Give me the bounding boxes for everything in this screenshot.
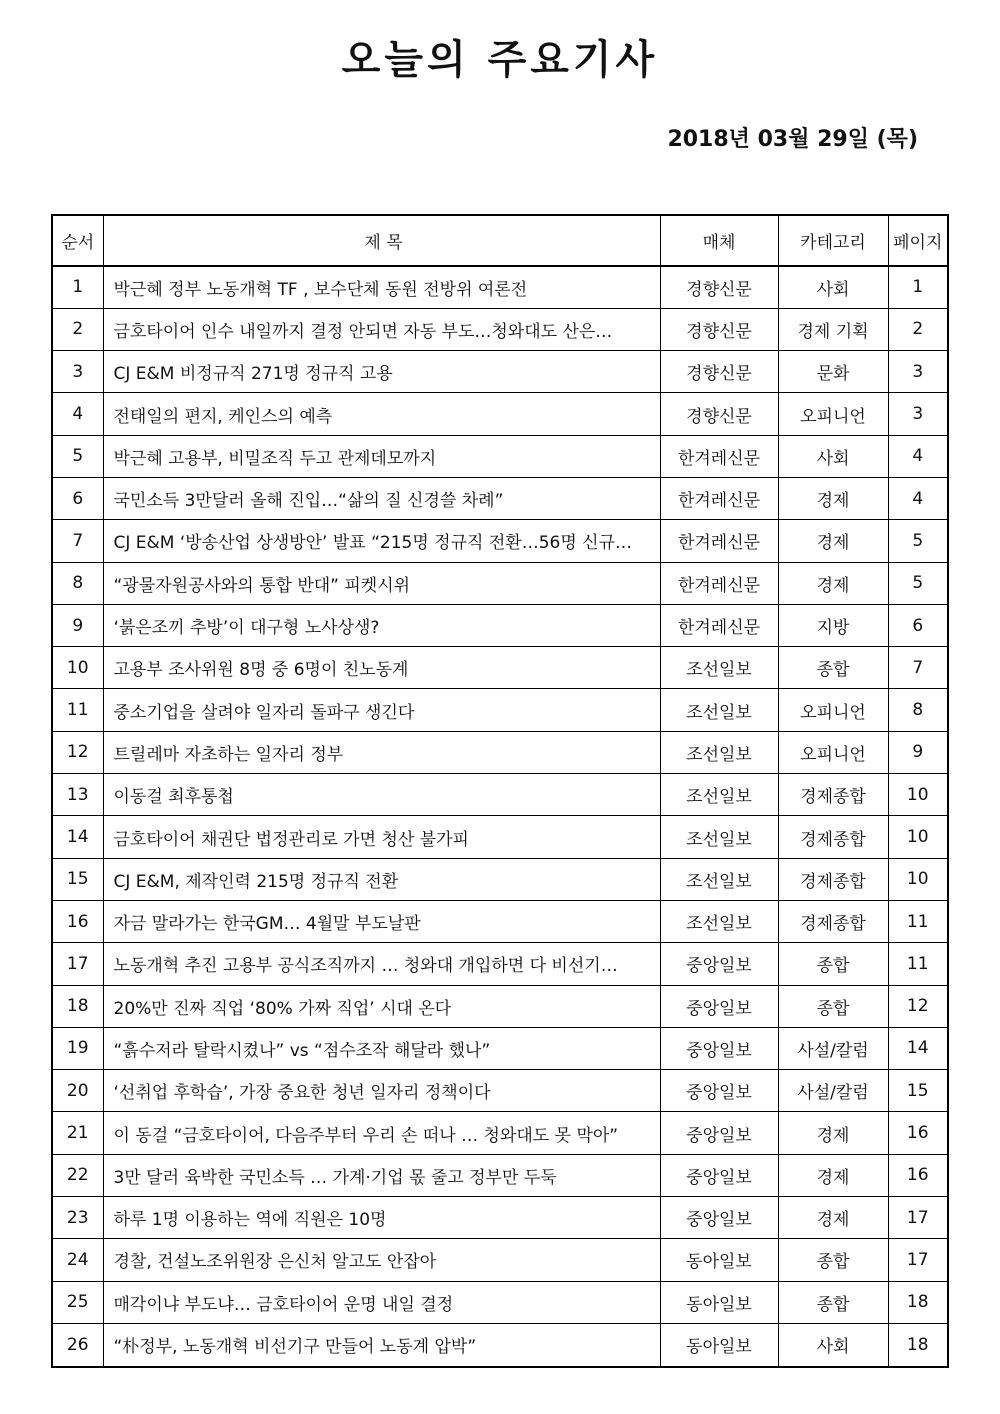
cell-title: 노동개혁 추진 고용부 공식조직까지 … 청와대 개입하면 다 비선기…: [103, 943, 660, 985]
cell-page: 17: [888, 1197, 947, 1239]
cell-title: 경찰, 건설노조위원장 은신처 알고도 안잡아: [103, 1239, 660, 1281]
cell-title: ‘붉은조끼 추방’이 대구형 노사상생?: [103, 604, 660, 646]
cell-order: 20: [53, 1070, 103, 1112]
cell-category: 경제종합: [778, 816, 888, 858]
table-row: [53, 1027, 947, 1069]
cell-title: CJ E&M 비정규직 271명 정규직 고용: [103, 351, 660, 393]
cell-page: 5: [888, 562, 947, 604]
cell-media: 중앙일보: [660, 1027, 778, 1069]
cell-title: CJ E&M ‘방송산업 상생방안’ 발표 “215명 정규직 전환…56명 신규…: [103, 520, 660, 562]
cell-order: 24: [53, 1239, 103, 1281]
cell-title: 3만 달러 육박한 국민소득 … 가계·기업 몫 줄고 정부만 두둑: [103, 1154, 660, 1196]
cell-order: 22: [53, 1154, 103, 1196]
cell-order: 10: [53, 647, 103, 689]
cell-title: 박근혜 정부 노동개혁 TF , 보수단체 동원 전방위 여론전: [103, 266, 660, 308]
cell-order: 23: [53, 1197, 103, 1239]
table-row: [53, 562, 947, 604]
table-header-row: [53, 216, 947, 266]
cell-category: 오피니언: [778, 731, 888, 773]
cell-category: 문화: [778, 351, 888, 393]
cell-page: 11: [888, 900, 947, 942]
cell-page: 17: [888, 1239, 947, 1281]
cell-category: 경제: [778, 562, 888, 604]
table-row: [53, 520, 947, 562]
cell-page: 7: [888, 647, 947, 689]
articles-table-frame: [51, 214, 949, 1368]
cell-category: 사설/칼럼: [778, 1027, 888, 1069]
cell-page: 9: [888, 731, 947, 773]
cell-title: 중소기업을 살려야 일자리 돌파구 생긴다: [103, 689, 660, 731]
cell-media: 중앙일보: [660, 985, 778, 1027]
cell-order: 8: [53, 562, 103, 604]
cell-order: 1: [53, 266, 103, 308]
cell-title: 20%만 진짜 직업 ‘80% 가짜 직업’ 시대 온다: [103, 985, 660, 1027]
cell-category: 사회: [778, 266, 888, 308]
cell-category: 경제종합: [778, 858, 888, 900]
cell-category: 종합: [778, 943, 888, 985]
cell-order: 16: [53, 900, 103, 942]
cell-category: 경제: [778, 477, 888, 519]
cell-title: 이 동걸 “금호타이어, 다음주부터 우리 손 떠나 … 청와대도 못 막아”: [103, 1112, 660, 1154]
cell-page: 1: [888, 266, 947, 308]
table-row: [53, 435, 947, 477]
cell-order: 5: [53, 435, 103, 477]
cell-category: 경제: [778, 520, 888, 562]
cell-category: 종합: [778, 1281, 888, 1323]
cell-media: 조선일보: [660, 647, 778, 689]
cell-order: 9: [53, 604, 103, 646]
cell-order: 11: [53, 689, 103, 731]
cell-title: 전태일의 편지, 케인스의 예측: [103, 393, 660, 435]
column-header-media: 매체: [660, 216, 778, 266]
cell-title: 박근혜 고용부, 비밀조직 두고 관제데모까지: [103, 435, 660, 477]
cell-order: 26: [53, 1323, 103, 1365]
table-row: [53, 308, 947, 350]
cell-page: 2: [888, 308, 947, 350]
cell-media: 조선일보: [660, 774, 778, 816]
cell-page: 12: [888, 985, 947, 1027]
table-row: [53, 1070, 947, 1112]
cell-category: 사회: [778, 1323, 888, 1365]
cell-page: 10: [888, 816, 947, 858]
table-row: [53, 604, 947, 646]
cell-order: 18: [53, 985, 103, 1027]
cell-title: 하루 1명 이용하는 역에 직원은 10명: [103, 1197, 660, 1239]
cell-media: 경향신문: [660, 351, 778, 393]
table-row: [53, 731, 947, 773]
cell-order: 4: [53, 393, 103, 435]
table-row: [53, 647, 947, 689]
cell-media: 동아일보: [660, 1281, 778, 1323]
cell-media: 조선일보: [660, 900, 778, 942]
cell-order: 6: [53, 477, 103, 519]
cell-title: 국민소득 3만달러 올해 진입…“삶의 질 신경쓸 차례”: [103, 477, 660, 519]
cell-category: 경제: [778, 1197, 888, 1239]
table-body: [53, 266, 947, 1366]
table-row: [53, 266, 947, 308]
table-row: [53, 1112, 947, 1154]
cell-title: 금호타이어 채권단 법정관리로 가면 청산 불가피: [103, 816, 660, 858]
cell-category: 사회: [778, 435, 888, 477]
cell-page: 15: [888, 1070, 947, 1112]
table-row: [53, 1154, 947, 1196]
table-row: [53, 858, 947, 900]
table-row: [53, 816, 947, 858]
cell-order: 2: [53, 308, 103, 350]
table-row: [53, 393, 947, 435]
table-row: [53, 774, 947, 816]
cell-page: 18: [888, 1281, 947, 1323]
cell-title: ‘선취업 후학습’, 가장 중요한 청년 일자리 정책이다: [103, 1070, 660, 1112]
cell-category: 경제: [778, 1154, 888, 1196]
cell-title: 고용부 조사위원 8명 중 6명이 친노동계: [103, 647, 660, 689]
cell-media: 동아일보: [660, 1323, 778, 1365]
cell-category: 사설/칼럼: [778, 1070, 888, 1112]
cell-category: 오피니언: [778, 689, 888, 731]
table-row: [53, 1323, 947, 1365]
cell-order: 21: [53, 1112, 103, 1154]
cell-order: 13: [53, 774, 103, 816]
cell-title: 금호타이어 인수 내일까지 결정 안되면 자동 부도…청와대도 산은…: [103, 308, 660, 350]
cell-media: 경향신문: [660, 393, 778, 435]
cell-page: 6: [888, 604, 947, 646]
page-date: 2018년 03월 29일 (목): [667, 127, 918, 152]
cell-media: 중앙일보: [660, 1070, 778, 1112]
cell-page: 10: [888, 858, 947, 900]
cell-page: 11: [888, 943, 947, 985]
cell-order: 17: [53, 943, 103, 985]
cell-page: 4: [888, 477, 947, 519]
column-header-title: 제 목: [103, 216, 660, 266]
cell-category: 경제종합: [778, 774, 888, 816]
cell-media: 동아일보: [660, 1239, 778, 1281]
cell-media: 한겨레신문: [660, 520, 778, 562]
table-row: [53, 689, 947, 731]
cell-category: 종합: [778, 647, 888, 689]
cell-title: “광물자원공사와의 통합 반대” 피켓시위: [103, 562, 660, 604]
cell-media: 한겨레신문: [660, 604, 778, 646]
cell-category: 오피니언: [778, 393, 888, 435]
cell-title: 이동걸 최후통첩: [103, 774, 660, 816]
cell-page: 18: [888, 1323, 947, 1365]
cell-order: 25: [53, 1281, 103, 1323]
table-row: [53, 985, 947, 1027]
cell-category: 종합: [778, 1239, 888, 1281]
cell-media: 조선일보: [660, 816, 778, 858]
cell-title: 트릴레마 자초하는 일자리 정부: [103, 731, 660, 773]
cell-title: CJ E&M, 제작인력 215명 정규직 전환: [103, 858, 660, 900]
articles-table: [53, 216, 947, 1366]
cell-order: 14: [53, 816, 103, 858]
cell-category: 경제 기획: [778, 308, 888, 350]
cell-order: 15: [53, 858, 103, 900]
cell-media: 조선일보: [660, 689, 778, 731]
cell-page: 8: [888, 689, 947, 731]
cell-category: 경제종합: [778, 900, 888, 942]
cell-order: 7: [53, 520, 103, 562]
cell-media: 한겨레신문: [660, 435, 778, 477]
cell-title: “朴정부, 노동개혁 비선기구 만들어 노동계 압박”: [103, 1323, 660, 1365]
cell-category: 종합: [778, 985, 888, 1027]
cell-media: 중앙일보: [660, 943, 778, 985]
table-row: [53, 943, 947, 985]
table-row: [53, 900, 947, 942]
page-title: 오늘의 주요기사: [341, 37, 659, 83]
cell-page: 5: [888, 520, 947, 562]
table-row: [53, 1281, 947, 1323]
cell-media: 조선일보: [660, 731, 778, 773]
cell-page: 3: [888, 393, 947, 435]
cell-title: 매각이냐 부도냐… 금호타이어 운명 내일 결정: [103, 1281, 660, 1323]
cell-title: 자금 말라가는 한국GM… 4월말 부도날판: [103, 900, 660, 942]
cell-category: 지방: [778, 604, 888, 646]
cell-page: 14: [888, 1027, 947, 1069]
table-row: [53, 1197, 947, 1239]
cell-media: 한겨레신문: [660, 562, 778, 604]
cell-page: 10: [888, 774, 947, 816]
cell-media: 조선일보: [660, 858, 778, 900]
cell-media: 중앙일보: [660, 1197, 778, 1239]
cell-title: “흙수저라 탈락시켰나” vs “점수조작 해달라 했나”: [103, 1027, 660, 1069]
column-header-page: 페이지: [888, 216, 947, 266]
cell-order: 3: [53, 351, 103, 393]
cell-media: 중앙일보: [660, 1112, 778, 1154]
cell-media: 경향신문: [660, 266, 778, 308]
cell-media: 중앙일보: [660, 1154, 778, 1196]
table-row: [53, 351, 947, 393]
cell-media: 한겨레신문: [660, 477, 778, 519]
table-row: [53, 477, 947, 519]
cell-media: 경향신문: [660, 308, 778, 350]
cell-page: 4: [888, 435, 947, 477]
column-header-order: 순서: [53, 216, 103, 266]
cell-order: 19: [53, 1027, 103, 1069]
table-row: [53, 1239, 947, 1281]
cell-order: 12: [53, 731, 103, 773]
column-header-category: 카테고리: [778, 216, 888, 266]
cell-page: 16: [888, 1154, 947, 1196]
cell-page: 3: [888, 351, 947, 393]
cell-category: 경제: [778, 1112, 888, 1154]
cell-page: 16: [888, 1112, 947, 1154]
